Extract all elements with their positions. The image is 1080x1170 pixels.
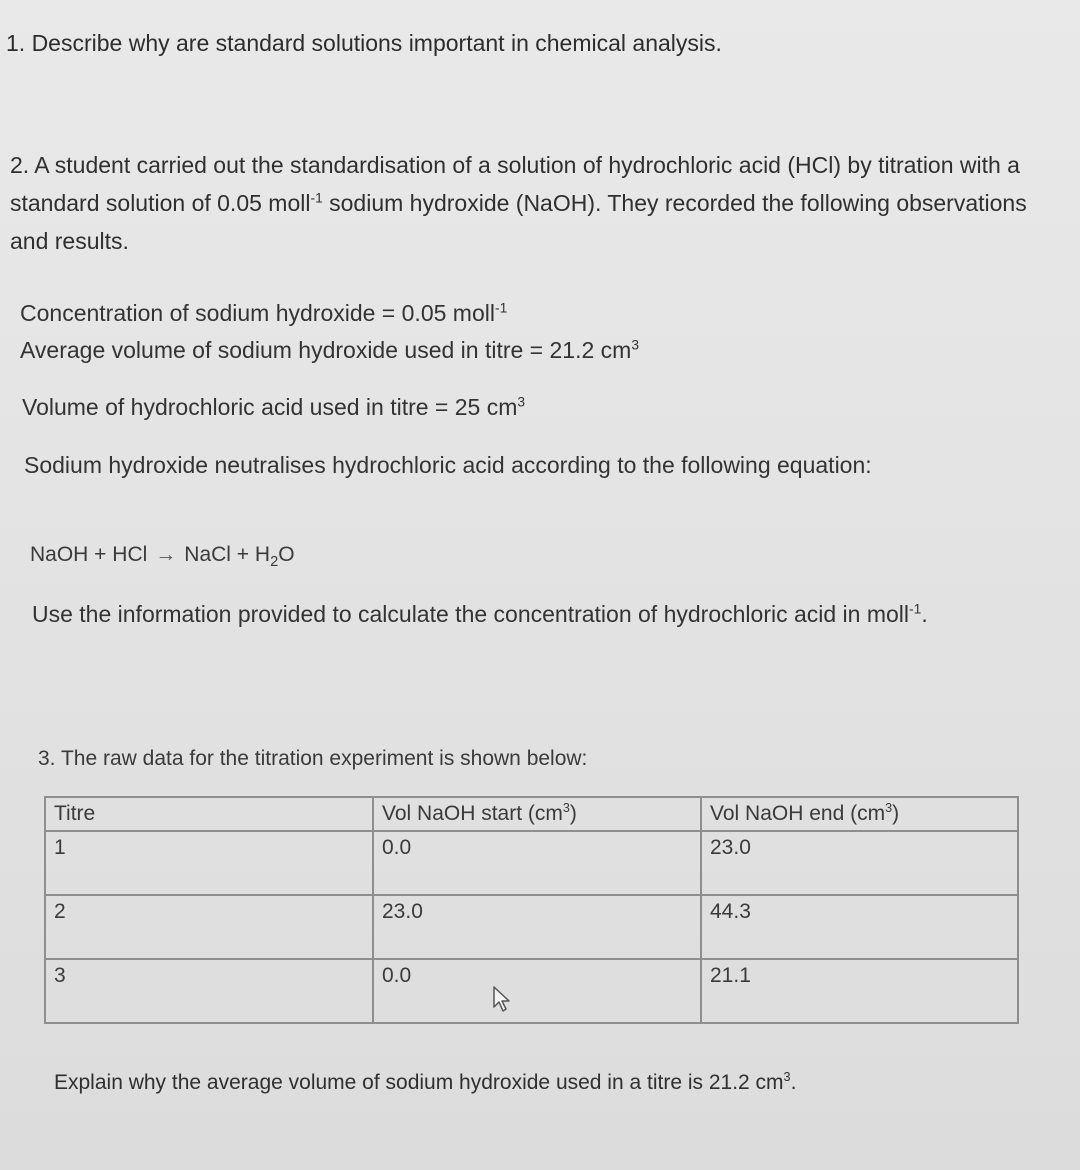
header-titre: Titre [45,797,373,831]
header-vol-end: Vol NaOH end $(cm^3)$ [701,797,1018,831]
start-cell: 0.0 [373,831,701,895]
hcl-volume: Volume of hydrochloric acid used in titre = 25 $cm^3$ [22,394,526,420]
question-2-intro: 2. A student carried out the standardisation of a solution of hydrochloric acid (HCl) by titration with a standard solution of 0.05 moll$^{-1}$ sodium hydroxide (NaOH). They recorded the following observations and results. [10,152,1027,254]
start-cell: 0.0 [373,959,701,1023]
titre-cell: 2 [45,895,373,959]
naoh-average-volume: Average volume of sodium hydroxide used in titre = 21.2 $cm^3$ [20,337,640,363]
table-row [45,959,1018,1023]
end-cell: 44.3 [701,895,1018,959]
header-vol-start: Vol NaOH start $(cm^3)$ [373,797,701,831]
mouse-pointer-icon [492,985,514,1018]
titre-cell: 1 [45,831,373,895]
titration-data-table [44,796,1019,1024]
chemical-equation: NaOH + HCl → NaCl + $H_2O$ [30,536,295,574]
question-1-text: 1. Describe why are standard solutions important in chemical analysis. [6,30,722,56]
question-3-intro: 3. The raw data for the titration experiment is shown below: [38,747,588,770]
explain-average-question: Explain why the average volume of sodium hydroxide used in a titre is 21.2 $cm^3$. [54,1070,797,1094]
reaction-arrow-icon: → [155,543,177,566]
titre-cell: 3 [45,959,373,1023]
calculation-instruction: Use the information provided to calculate the concentration of hydrochloric acid in moll$^{-1}$. [32,601,928,627]
naoh-concentration: Concentration of sodium hydroxide = 0.05 moll$^{-1}$ [20,300,508,326]
table-row [45,895,1018,959]
equation-intro: Sodium hydroxide neutralises hydrochloric acid according to the following equation: [24,452,872,478]
end-cell: 23.0 [701,831,1018,895]
start-cell: 23.0 [373,895,701,959]
question-1 [6,24,722,62]
end-cell: 21.1 [701,959,1018,1023]
table-row [45,831,1018,895]
table-header-row [45,797,1018,831]
